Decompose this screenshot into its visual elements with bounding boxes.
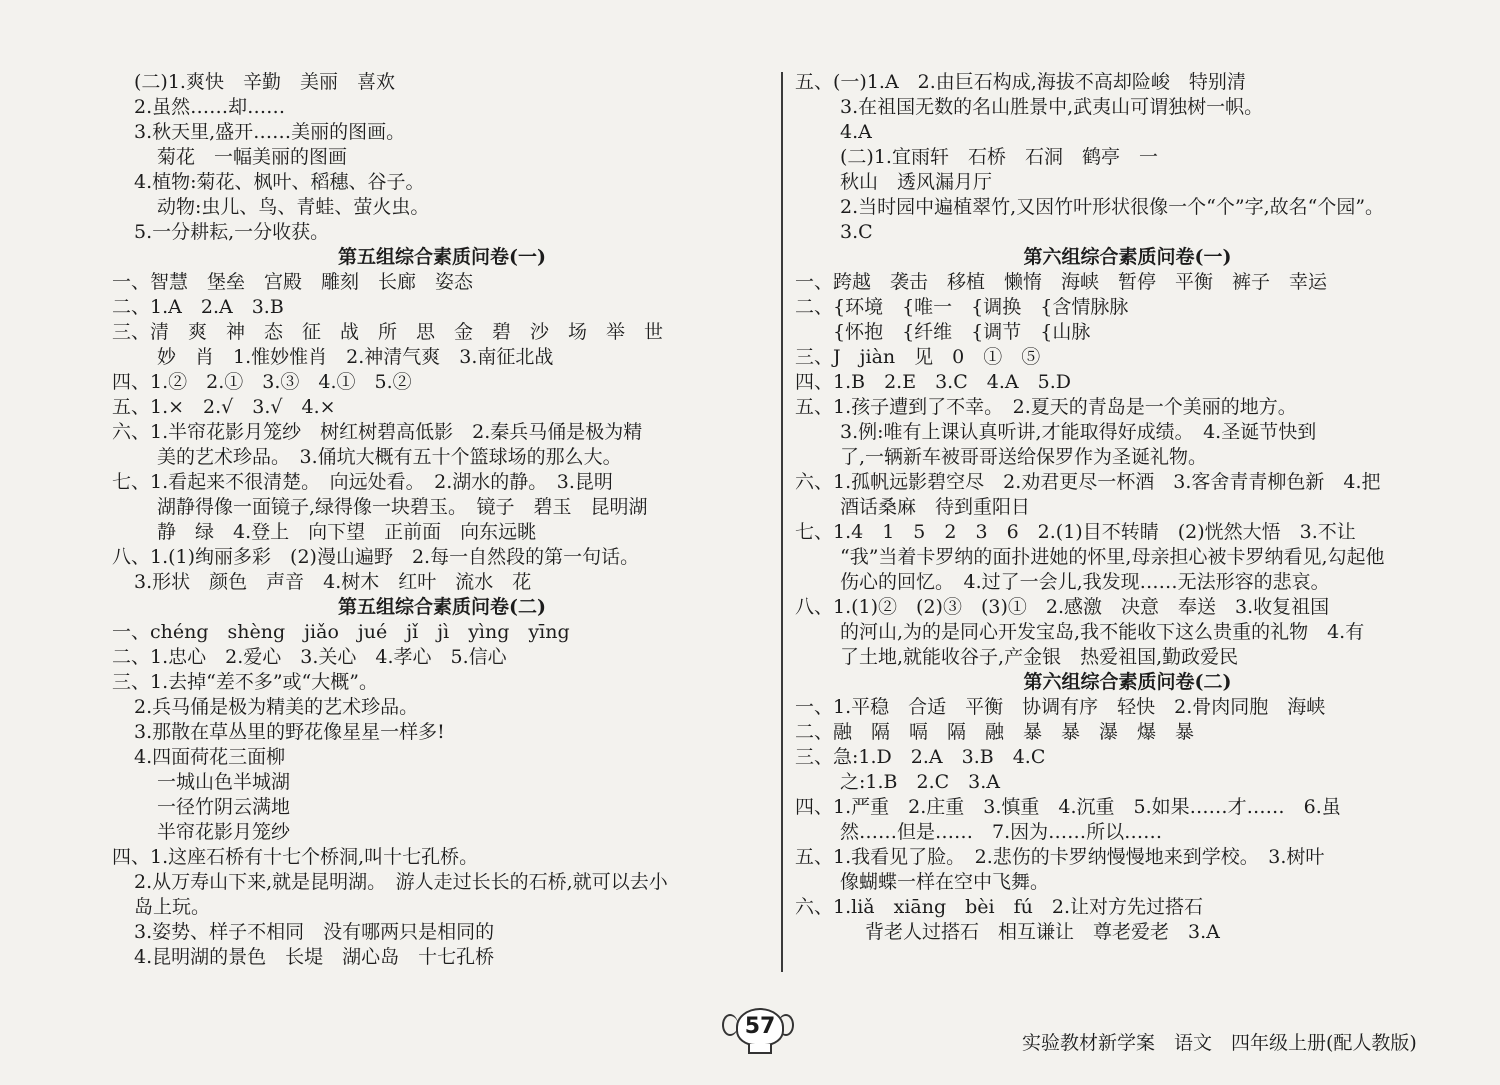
answer-line: 岛上玩。 bbox=[134, 896, 211, 918]
answer-line: 三、1.去掉“差不多”或“大概”。 bbox=[112, 671, 378, 693]
answer-line: 静 绿 4.登上 向下望 正前面 向东远眺 bbox=[157, 521, 537, 543]
answer-line: 三、J jiàn 见 0 ① ⑤ bbox=[795, 346, 1041, 368]
answer-line: 五、1.× 2.√ 3.√ 4.× bbox=[112, 396, 336, 418]
answer-line: 3.形状 颜色 声音 4.树木 红叶 流水 花 bbox=[134, 571, 532, 593]
answer-line: 一径竹阴云满地 bbox=[157, 796, 291, 818]
answer-line: “我”当着卡罗纳的面扑进她的怀里,母亲担心被卡罗纳看见,勾起他 bbox=[840, 546, 1385, 568]
answer-line: 七、1.4 1 5 2 3 6 2.(1)目不转睛 (2)恍然大悟 3.不让 bbox=[795, 521, 1356, 543]
answer-line: 动物:虫儿、鸟、青蛙、萤火虫。 bbox=[157, 196, 430, 218]
section-title: 第五组综合素质问卷(一) bbox=[338, 246, 546, 268]
answer-line: {怀抱 {纤维 {调节 {山脉 bbox=[795, 321, 1091, 343]
answer-line: 二、{环境 {唯一 {调换 {含情脉脉 bbox=[795, 296, 1129, 318]
answer-line: 3.在祖国无数的名山胜景中,武夷山可谓独树一帜。 bbox=[840, 96, 1264, 118]
answer-line: 半帘花影月笼纱 bbox=[157, 821, 291, 843]
answer-line: 3.那散在草丛里的野花像星星一样多! bbox=[134, 721, 445, 743]
answer-line: 3.例:唯有上课认真听讲,才能取得好成绩。 4.圣诞节快到 bbox=[840, 421, 1317, 443]
answer-line: 四、1.严重 2.庄重 3.慎重 4.沉重 5.如果……才…… 6.虽 bbox=[795, 796, 1341, 818]
answer-line: 一、智慧 堡垒 宫殿 雕刻 长廊 姿态 bbox=[112, 271, 474, 293]
right-column bbox=[795, 70, 1460, 945]
answer-line: 湖静得像一面镜子,绿得像一块碧玉。 镜子 碧玉 昆明湖 bbox=[157, 496, 648, 518]
answer-line: 了土地,就能收谷子,产金银 热爱祖国,勤政爱民 bbox=[840, 646, 1239, 668]
answer-line: 七、1.看起来不很清楚。 向远处看。 2.湖水的静。 3.昆明 bbox=[112, 471, 613, 493]
answer-line: 之:1.B 2.C 3.A bbox=[840, 771, 1001, 793]
trophy-base bbox=[748, 1044, 772, 1054]
answer-line: 3.秋天里,盛开……美丽的图画。 bbox=[134, 121, 406, 143]
answer-line: 像蝴蝶一样在空中飞舞。 bbox=[840, 871, 1050, 893]
left-column bbox=[112, 70, 772, 970]
answer-line: 2.兵马俑是极为精美的艺术珍品。 bbox=[134, 696, 419, 718]
answer-line: 三、清 爽 神 态 征 战 所 思 金 碧 沙 场 举 世 bbox=[112, 321, 664, 343]
answer-line: 一、跨越 袭击 移植 懒惰 海峡 暂停 平衡 裤子 幸运 bbox=[795, 271, 1328, 293]
section-title: 第五组综合素质问卷(二) bbox=[338, 596, 546, 618]
answer-line: 3.C bbox=[840, 221, 873, 243]
answer-line: 五、(一)1.A 2.由巨石构成,海拔不高却险峻 特别清 bbox=[795, 71, 1246, 93]
answer-line: 五、1.孩子遭到了不幸。 2.夏天的青岛是一个美丽的地方。 bbox=[795, 396, 1297, 418]
answer-line: 二、1.忠心 2.爱心 3.关心 4.孝心 5.信心 bbox=[112, 646, 507, 668]
answer-line: 4.昆明湖的景色 长堤 湖心岛 十七孔桥 bbox=[134, 946, 495, 968]
answer-line: (二)1.爽快 辛勤 美丽 喜欢 bbox=[134, 71, 395, 93]
answer-line: 4.植物:菊花、枫叶、稻穗、谷子。 bbox=[134, 171, 425, 193]
answer-line: 3.姿势、样子不相同 没有哪两只是相同的 bbox=[134, 921, 495, 943]
answer-line: 六、1.liǎ xiāng bèi fú 2.让对方先过搭石 bbox=[795, 896, 1204, 918]
answer-line: 秋山 透风漏月厅 bbox=[840, 171, 993, 193]
answer-line: (二)1.宜雨轩 石桥 石洞 鹤亭 一 bbox=[840, 146, 1158, 168]
answer-line: 一、1.平稳 合适 平衡 协调有序 轻快 2.骨肉同胞 海峡 bbox=[795, 696, 1326, 718]
answer-line: 4.四面荷花三面柳 bbox=[134, 746, 286, 768]
page-number: 57 bbox=[736, 1008, 784, 1046]
answer-line: 2.虽然……却…… bbox=[134, 96, 286, 118]
answer-line: 妙 肖 1.惟妙惟肖 2.神清气爽 3.南征北战 bbox=[157, 346, 554, 368]
answer-line: 然……但是…… 7.因为……所以…… bbox=[840, 821, 1163, 843]
answer-line: 六、1.半帘花影月笼纱 树红树碧高低影 2.秦兵马俑是极为精 bbox=[112, 421, 643, 443]
answer-line: 六、1.孤帆远影碧空尽 2.劝君更尽一杯酒 3.客舍青青柳色新 4.把 bbox=[795, 471, 1381, 493]
answer-line: 菊花 一幅美丽的图画 bbox=[157, 146, 348, 168]
answer-line: 2.从万寿山下来,就是昆明湖。 游人走过长长的石桥,就可以去小 bbox=[134, 871, 668, 893]
section-title: 第六组综合素质问卷(二) bbox=[1023, 671, 1232, 693]
answer-line: 了,一辆新车被哥哥送给保罗作为圣诞礼物。 bbox=[840, 446, 1208, 468]
footer-book-title: 实验教材新学案 语文 四年级上册(配人教版) bbox=[1022, 1032, 1417, 1054]
answer-line: 美的艺术珍品。 3.俑坑大概有五十个篮球场的那么大。 bbox=[157, 446, 622, 468]
answer-line: 酒话桑麻 待到重阳日 bbox=[840, 496, 1031, 518]
answer-line: 一、chéng shèng jiǎo jué jǐ jì yìng yīng bbox=[112, 621, 570, 643]
answer-line: 八、1.(1)绚丽多彩 (2)漫山遍野 2.每一自然段的第一句话。 bbox=[112, 546, 640, 568]
answer-line: 三、急:1.D 2.A 3.B 4.C bbox=[795, 746, 1046, 768]
answer-line: 二、1.A 2.A 3.B bbox=[112, 296, 284, 318]
answer-line: 四、1.这座石桥有十七个桥洞,叫十七孔桥。 bbox=[112, 846, 479, 868]
answer-line: 5.一分耕耘,一分收获。 bbox=[134, 221, 330, 243]
answer-line: 四、1.② 2.① 3.③ 4.① 5.② bbox=[112, 371, 412, 393]
answer-line: 2.当时园中遍植翠竹,又因竹叶形状很像一个“个”字,故名“个园”。 bbox=[840, 196, 1385, 218]
answer-line: 二、融 隔 嗝 隔 融 暴 暴 瀑 爆 暴 bbox=[795, 721, 1195, 743]
answer-line: 四、1.B 2.E 3.C 4.A 5.D bbox=[795, 371, 1071, 393]
answer-line: 的河山,为的是同心开发宝岛,我不能收下这么贵重的礼物 4.有 bbox=[840, 621, 1365, 643]
answer-line: 八、1.(1)② (2)③ (3)① 2.感激 决意 奉送 3.收复祖国 bbox=[795, 596, 1330, 618]
answer-line: 背老人过搭石 相互谦让 尊老爱老 3.A bbox=[865, 921, 1220, 943]
answer-line: 伤心的回忆。 4.过了一会儿,我发现……无法形容的悲哀。 bbox=[840, 571, 1330, 593]
answer-line: 一城山色半城湖 bbox=[157, 771, 291, 793]
answer-line: 4.A bbox=[840, 121, 872, 143]
section-title: 第六组综合素质问卷(一) bbox=[1023, 246, 1232, 268]
page-number-trophy bbox=[722, 1004, 794, 1054]
answer-line: 五、1.我看见了脸。 2.悲伤的卡罗纳慢慢地来到学校。 3.树叶 bbox=[795, 846, 1325, 868]
